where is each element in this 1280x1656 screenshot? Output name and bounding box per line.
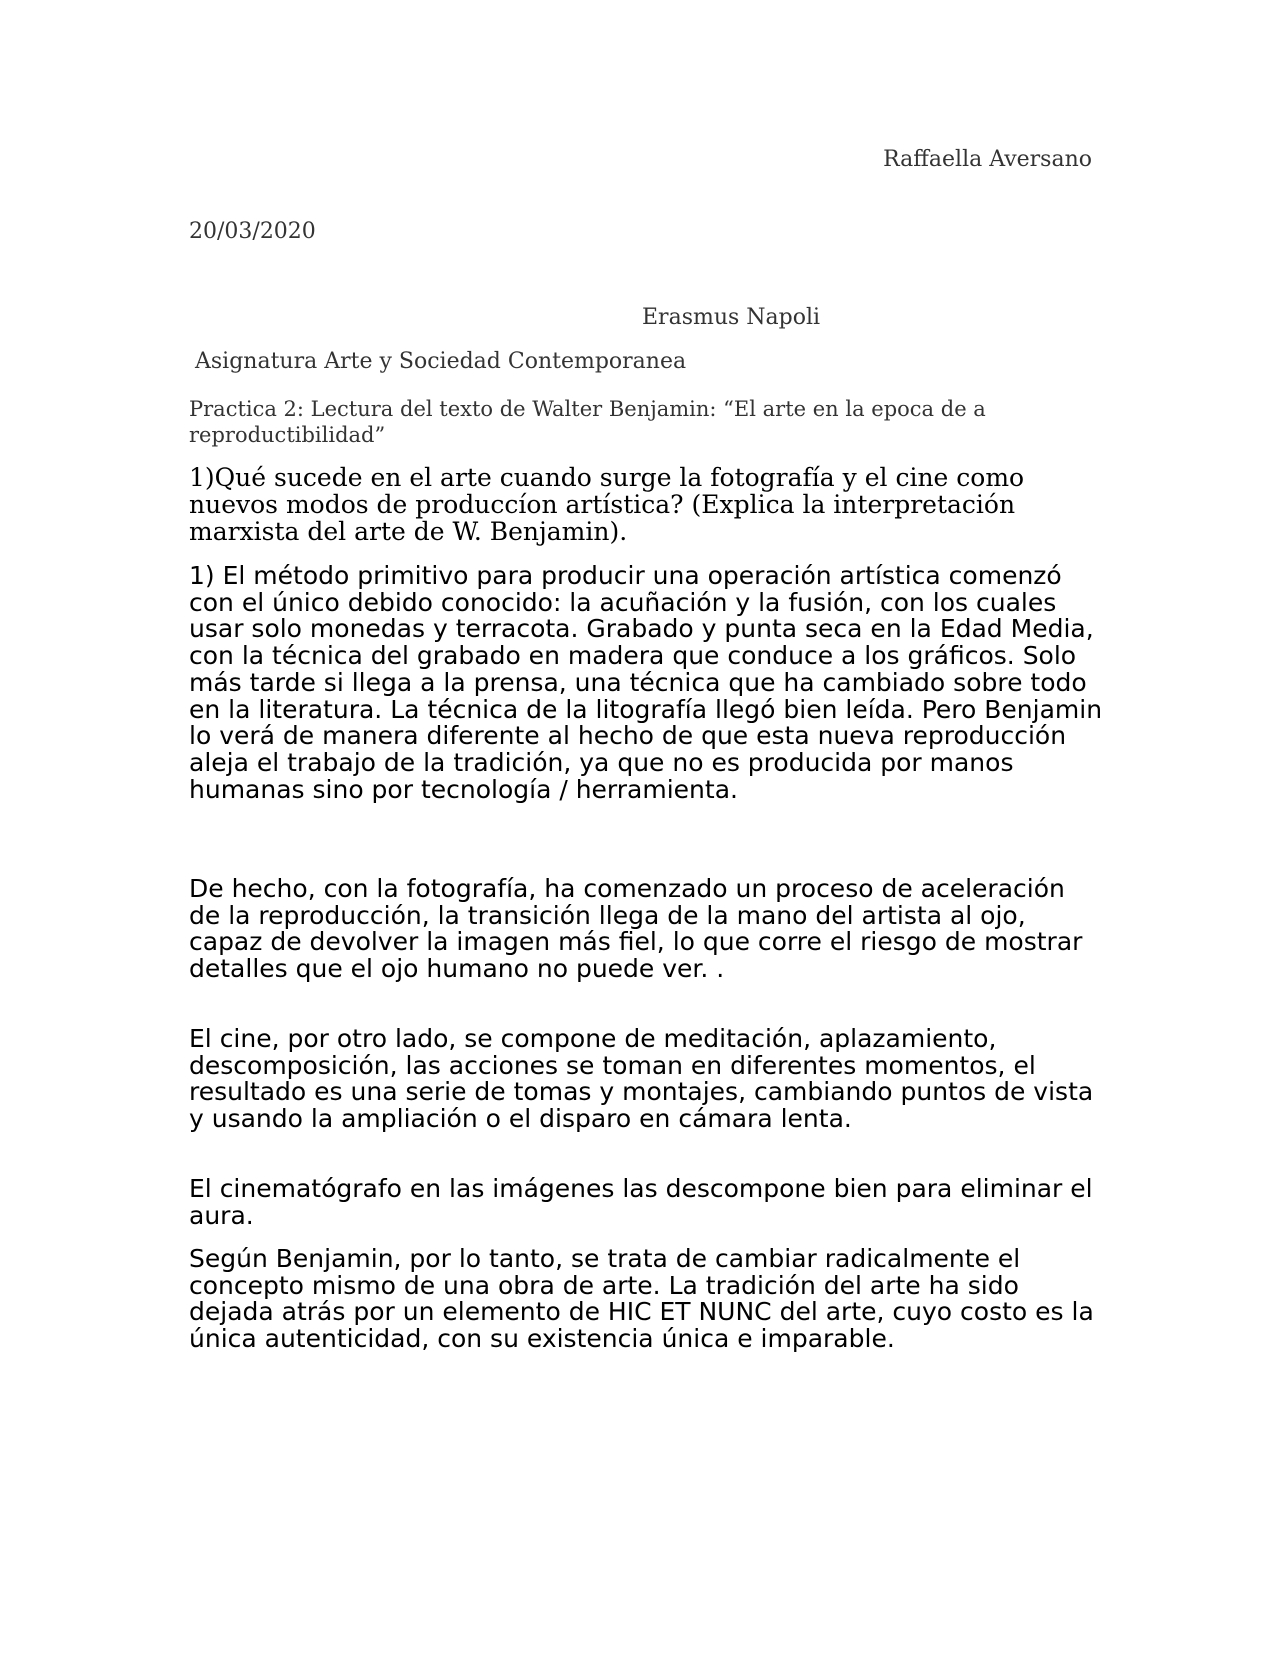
author-name: Raffaella Aversano — [883, 147, 1092, 172]
subject-title: Asignatura Arte y Sociedad Contemporanea — [195, 349, 687, 374]
answer-paragraph-2: De hecho, con la fotografía, ha comenzado un proceso de aceleración de la reproducción, la transición llega de la mano del artista al ojo, capaz de devolver la imagen más fiel, lo que corre el riesgo de mostrar detalles que el ojo humano no puede ver. . — [189, 874, 1083, 984]
answer-paragraph-5: Según Benjamin, por lo tanto, se trata de cambiar radicalmente el concepto mismo de una obra de arte. La tradición del arte ha sido dejada atrás por un elemento de HIC ET NUNC del arte, cuyo costo es la única autenticidad, con su existencia única e imparable. — [189, 1244, 1094, 1354]
answer-paragraph-1: 1) El método primitivo para producir una operación artística comenzó con el único debido conocido: la acuñación y la fusión, con los cuales usar solo monedas y terracota. Grabado y punta seca en la Edad Media, con la técnica del grabado en madera que conduce a los gráficos. Solo más tarde si llega a la prensa, una técnica que ha cambiado sobre todo en la literatura. La técnica de la litografía llegó bien leída. Pero Benjamin lo verá de manera diferente al hecho de que esta nueva reproducción aleja el trabajo de la tradición, ya que no es producida por manos humanas sino por tecnología / herramienta. — [189, 561, 1103, 804]
program-name: Erasmus Napoli — [642, 305, 821, 330]
answer-paragraph-4: El cinematógrafo en las imágenes las descompone bien para eliminar el aura. — [189, 1174, 1093, 1230]
practice-title: Practica 2: Lectura del texto de Walter Benjamin: “El arte en la epoca de a reproductibilidad” — [189, 397, 986, 447]
document-date: 20/03/2020 — [189, 219, 316, 244]
answer-paragraph-3: El cine, por otro lado, se compone de meditación, aplazamiento, descomposición, las acciones se toman en diferentes momentos, el resultado es una serie de tomas y montajes, cambiando puntos de vista y usando la ampliación o el disparo en cámara lenta. — [189, 1024, 1094, 1134]
question-heading: 1)Qué sucede en el arte cuando surge la fotografía y el cine como nuevos modos de produccíon artística? (Explica la interpretación marxista del arte de W. Benjamin). — [189, 463, 1025, 546]
